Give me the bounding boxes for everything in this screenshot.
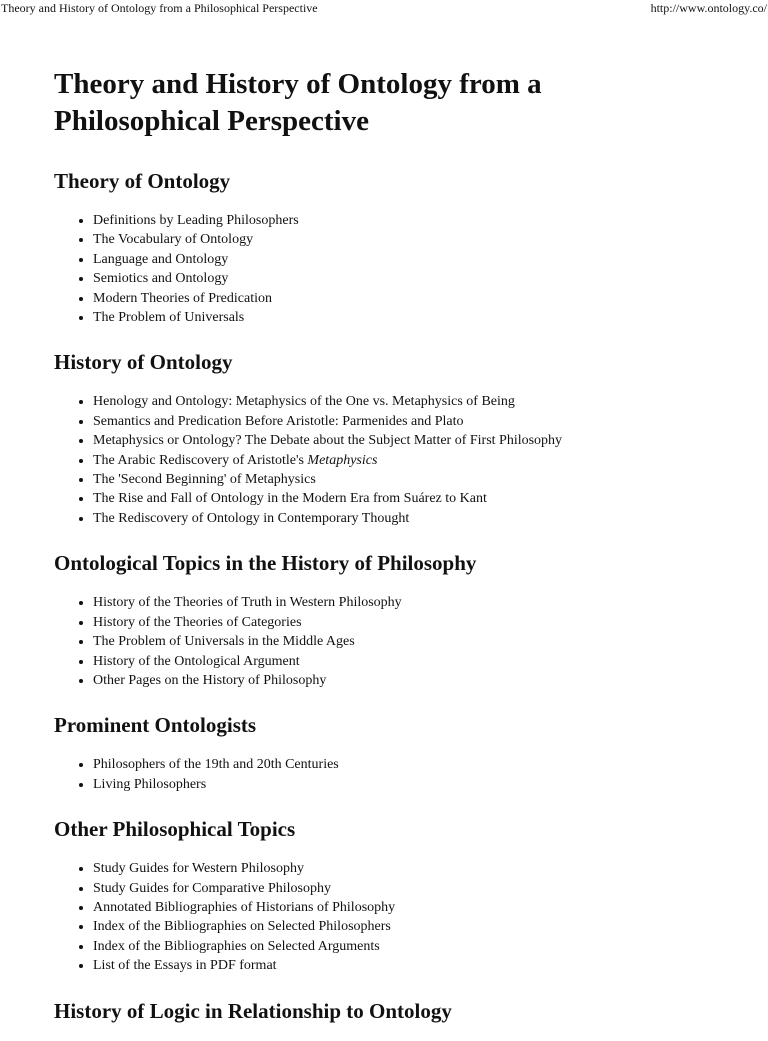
topic-link-text: Study Guides for Western Philosophy bbox=[93, 861, 304, 877]
topic-link[interactable] bbox=[93, 777, 206, 792]
topic-link[interactable] bbox=[93, 511, 409, 526]
topic-link[interactable] bbox=[93, 939, 380, 954]
section-heading: History of Logic in Relationship to Ontology bbox=[54, 998, 452, 1023]
list-item bbox=[93, 613, 754, 632]
topic-link[interactable] bbox=[93, 615, 302, 630]
print-header bbox=[0, 0, 768, 18]
topic-link-italic: Metaphysics bbox=[307, 452, 378, 468]
list-item bbox=[93, 956, 754, 975]
list-item bbox=[93, 879, 754, 898]
topic-link-text: The Rediscovery of Ontology in Contemporary Thought bbox=[93, 510, 410, 526]
topic-link-text: The 'Second Beginning' of Metaphysics bbox=[93, 472, 316, 488]
section-link-list bbox=[54, 211, 754, 327]
topic-link-text: Modern Theories of Predication bbox=[93, 290, 272, 306]
list-item bbox=[93, 431, 754, 450]
list-item bbox=[93, 671, 754, 690]
topic-link-text: Index of the Bibliographies on Selected Arguments bbox=[93, 938, 380, 954]
topic-link[interactable] bbox=[93, 394, 515, 409]
list-item bbox=[93, 211, 754, 230]
topic-link[interactable] bbox=[93, 433, 562, 448]
topic-link-text: Index of the Bibliographies on Selected Philosophers bbox=[93, 919, 391, 935]
topic-link-text: Language and Ontology bbox=[93, 251, 229, 267]
list-item bbox=[93, 289, 754, 308]
section-heading: History of Ontology bbox=[54, 350, 233, 375]
topic-link[interactable] bbox=[93, 453, 377, 468]
list-item bbox=[93, 859, 754, 878]
section-link-list bbox=[54, 859, 754, 975]
list-item bbox=[93, 898, 754, 917]
topic-link-text: History of the Theories of Categories bbox=[93, 614, 302, 630]
list-item bbox=[93, 392, 754, 411]
topic-link[interactable] bbox=[93, 472, 316, 487]
topic-link[interactable] bbox=[93, 919, 391, 934]
section-link-list bbox=[54, 755, 754, 794]
topic-link-text: Semantics and Predication Before Aristotle: Parmenides and Plato bbox=[93, 413, 464, 429]
topic-link[interactable] bbox=[93, 634, 355, 649]
list-item bbox=[93, 775, 754, 794]
topic-link-text: Definitions by Leading Philosophers bbox=[93, 213, 299, 228]
topic-link[interactable] bbox=[93, 232, 253, 247]
list-item bbox=[93, 755, 754, 774]
topic-link-text: Annotated Bibliographies of Historians of Philosophy bbox=[93, 899, 396, 915]
topic-link-text: Metaphysics or Ontology? The Debate about the Subject Matter of First Philosophy bbox=[93, 433, 563, 449]
topic-link[interactable] bbox=[93, 310, 244, 325]
list-item bbox=[93, 632, 754, 651]
list-item bbox=[93, 937, 754, 956]
topic-link-text: The Arabic Rediscovery of Aristotle's bbox=[93, 452, 308, 468]
list-item bbox=[93, 917, 754, 936]
list-item bbox=[93, 230, 754, 249]
section-heading: Other Philosophical Topics bbox=[54, 817, 296, 842]
page-title: Theory and History of Ontology from a Philosophical Perspective bbox=[54, 68, 542, 137]
list-item bbox=[93, 509, 754, 528]
topic-link[interactable] bbox=[93, 654, 300, 669]
topic-link[interactable] bbox=[93, 958, 277, 973]
topic-link-text: Living Philosophers bbox=[93, 776, 207, 792]
list-item bbox=[93, 412, 754, 431]
topic-link-text: Study Guides for Comparative Philosophy bbox=[93, 880, 331, 896]
topic-link[interactable] bbox=[93, 414, 464, 429]
topic-link[interactable] bbox=[93, 595, 402, 610]
list-item bbox=[93, 489, 754, 508]
topic-link-text: History of the Ontological Argument bbox=[93, 653, 300, 669]
topic-link[interactable] bbox=[93, 757, 339, 772]
topic-link[interactable] bbox=[93, 271, 228, 286]
topic-link[interactable] bbox=[93, 252, 228, 267]
section-heading: Theory of Ontology bbox=[54, 169, 231, 193]
topic-link-text: Philosophers of the 19th and 20th Centuries bbox=[93, 757, 339, 773]
topic-link-text: The Vocabulary of Ontology bbox=[93, 232, 254, 248]
list-item bbox=[93, 470, 754, 489]
topic-link[interactable] bbox=[93, 861, 304, 876]
topic-link-text: Henology and Ontology: Metaphysics of the One vs. Metaphysics of Being bbox=[93, 394, 515, 410]
topic-link-text: The Problem of Universals in the Middle Ages bbox=[93, 634, 355, 650]
topic-link[interactable] bbox=[93, 881, 331, 896]
print-header-url: http://www.ontology.co/ bbox=[650, 1, 767, 15]
list-item bbox=[93, 652, 754, 671]
topic-link-text: Other Pages on the History of Philosophy bbox=[93, 672, 327, 688]
list-item bbox=[93, 308, 754, 327]
print-header-title: Theory and History of Ontology from a Philosophical Perspective bbox=[1, 1, 318, 15]
list-item bbox=[93, 451, 754, 470]
topic-link-text: The Rise and Fall of Ontology in the Modern Era from Suárez to Kant bbox=[93, 491, 487, 507]
section-heading: Prominent Ontologists bbox=[54, 713, 257, 738]
list-item bbox=[93, 269, 754, 288]
topic-link[interactable] bbox=[93, 213, 299, 228]
topic-link[interactable] bbox=[93, 291, 272, 306]
topic-link[interactable] bbox=[93, 900, 395, 915]
sections-container bbox=[54, 168, 754, 1024]
topic-link[interactable] bbox=[93, 673, 326, 688]
list-item bbox=[93, 250, 754, 269]
main-content bbox=[54, 66, 754, 1041]
topic-link-text: Semiotics and Ontology bbox=[93, 271, 229, 287]
section-link-list bbox=[54, 593, 754, 690]
topic-link-text: The Problem of Universals bbox=[93, 310, 245, 326]
list-item bbox=[93, 593, 754, 612]
topic-link[interactable] bbox=[93, 491, 487, 506]
topic-link-text: History of the Theories of Truth in Western Philosophy bbox=[93, 595, 402, 611]
section-heading: Ontological Topics in the History of Philosophy bbox=[54, 551, 477, 576]
topic-link-text: List of the Essays in PDF format bbox=[93, 958, 277, 974]
section-link-list bbox=[54, 392, 754, 528]
